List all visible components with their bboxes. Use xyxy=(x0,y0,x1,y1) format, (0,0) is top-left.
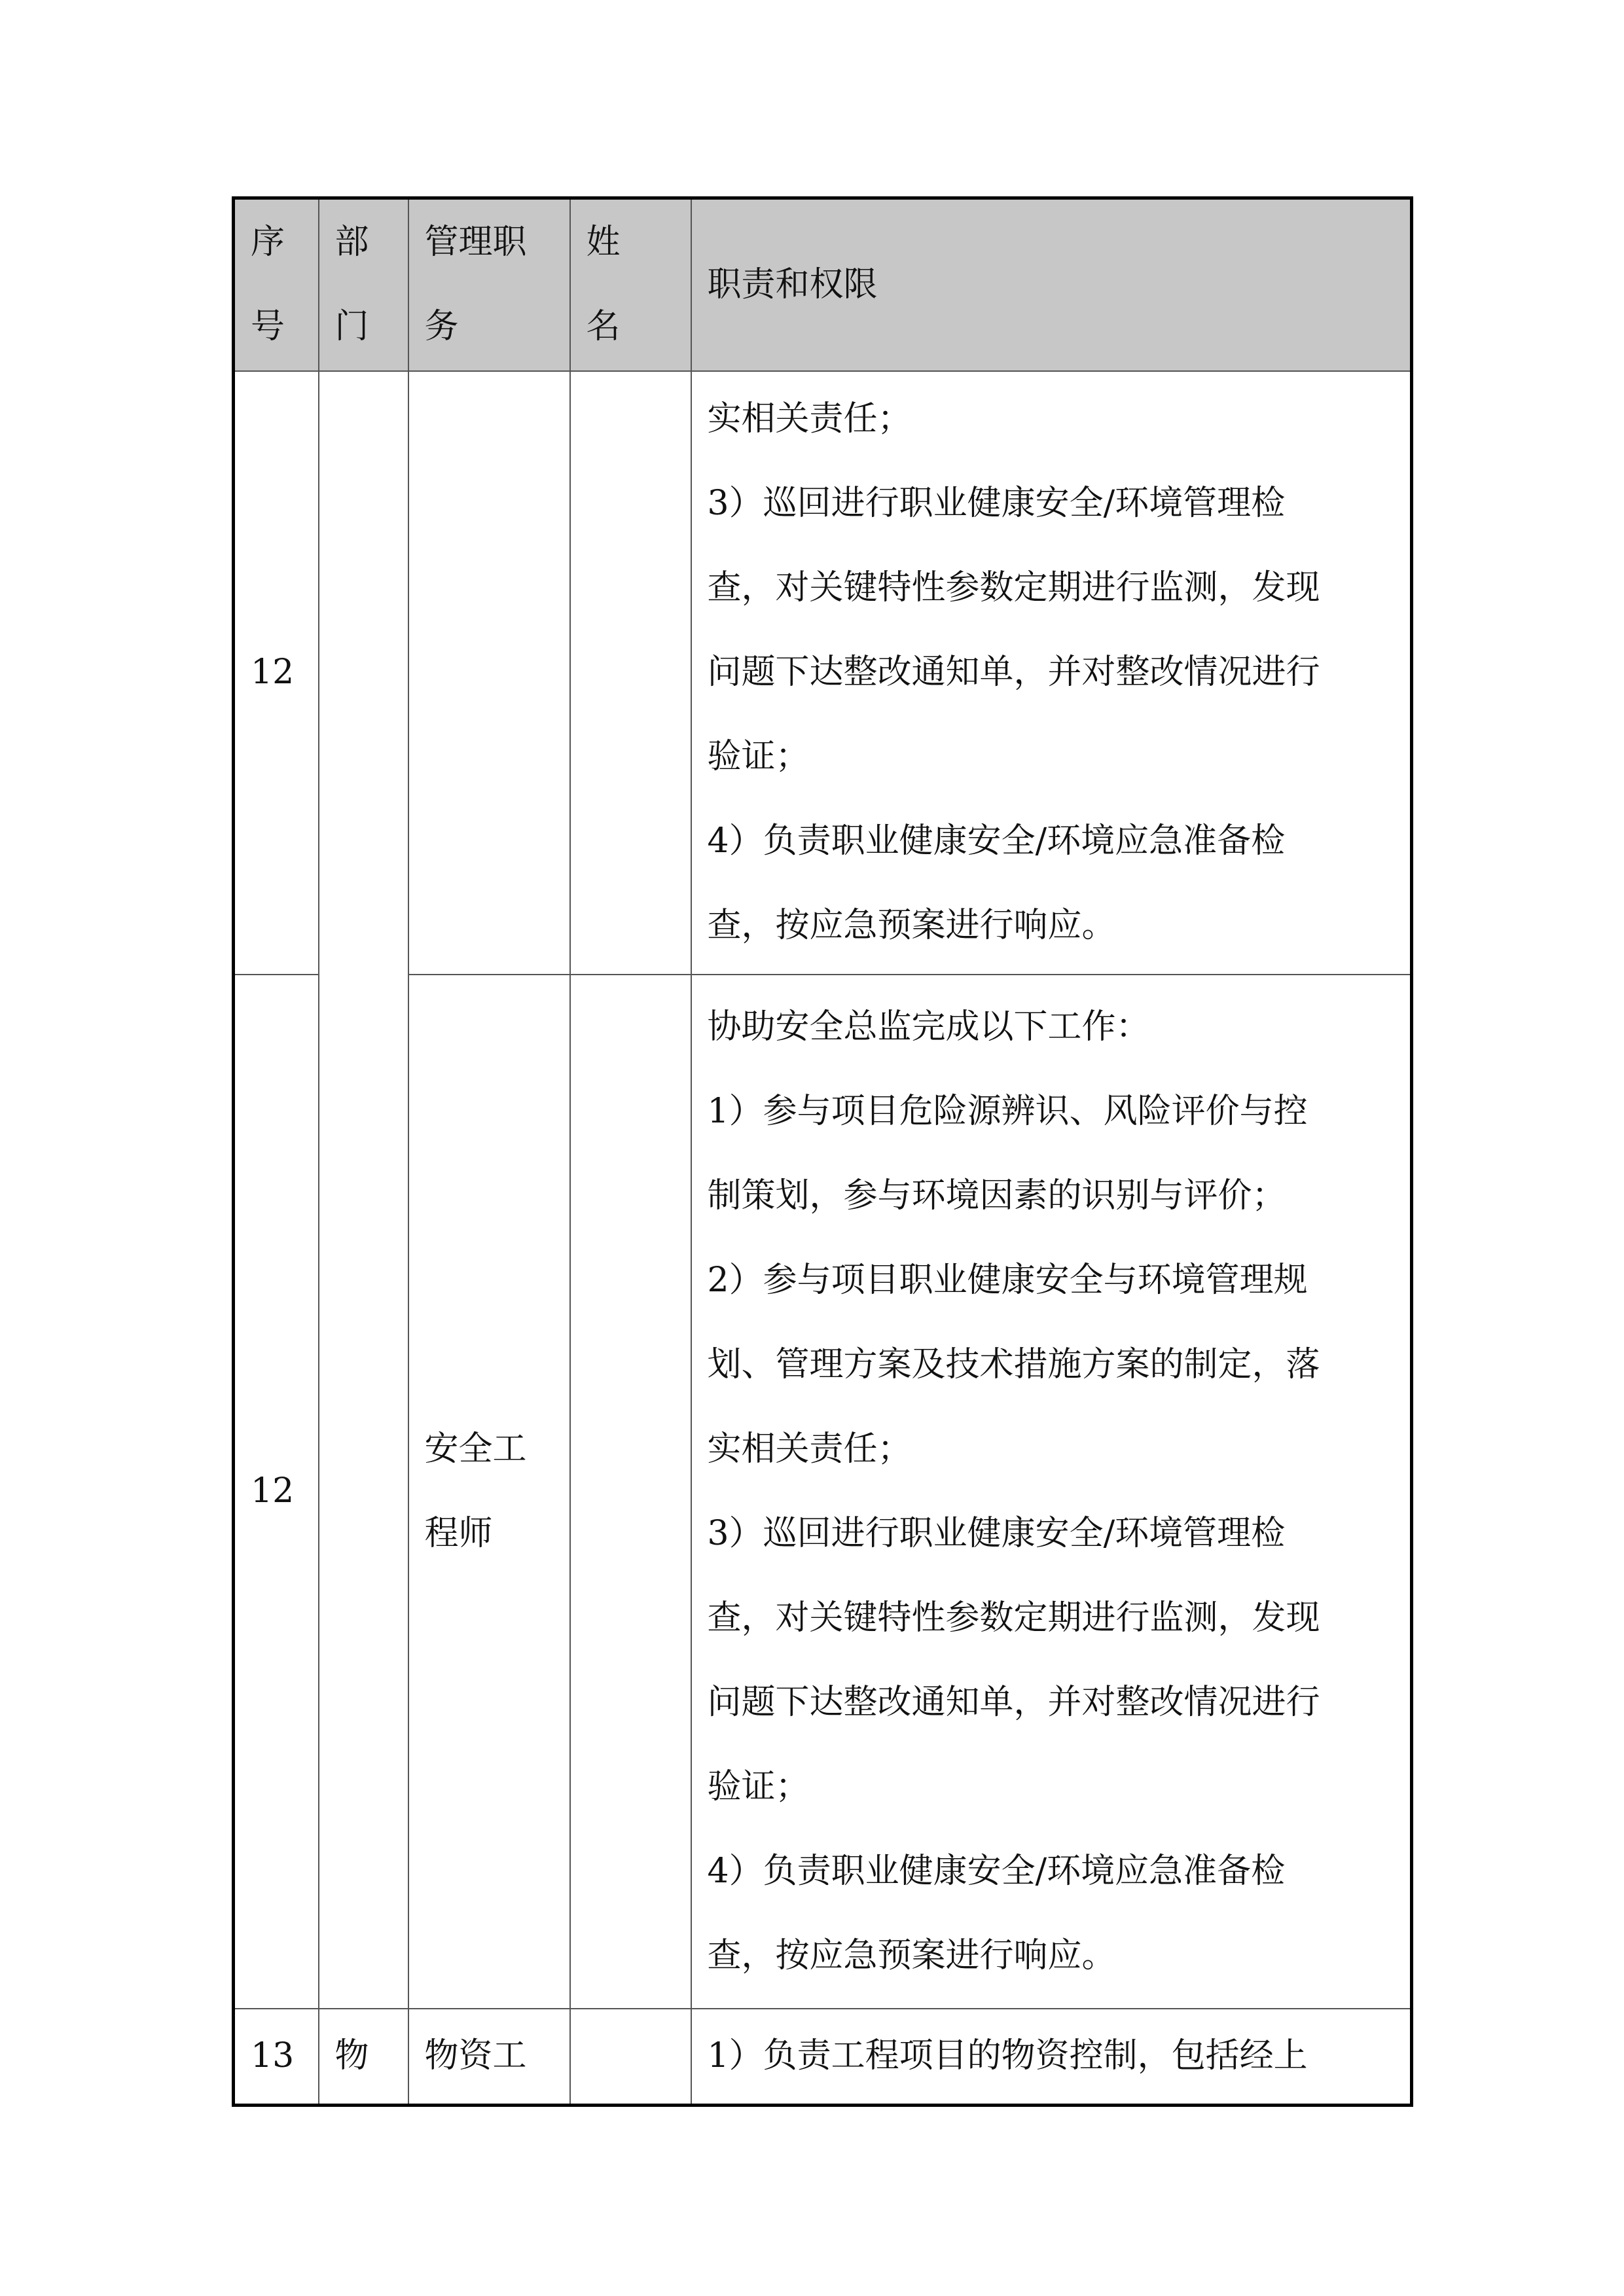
table-header-row xyxy=(234,198,1412,371)
row-dept: 物 xyxy=(319,2009,408,2106)
duties-table xyxy=(232,196,1413,2107)
header-duties: 职责和权限 xyxy=(691,198,1412,371)
row-duties: 实相关责任； 3）巡回进行职业健康安全/环境管理检 查，对关键特性参数定期进行监测，发现 问题下达整改通知单，并对整改情况进行 验证； 4）负责职业健康安全/环境应急准备检 查，按应急预案进行响应。 xyxy=(691,371,1412,975)
row-seq: 12 xyxy=(234,975,319,2009)
row-position xyxy=(408,371,570,975)
table-row xyxy=(234,371,1412,975)
row-seq: 12 xyxy=(234,371,319,975)
header-seq: 序 号 xyxy=(234,198,319,371)
row-position: 物资工 xyxy=(408,2009,570,2106)
header-name: 姓 名 xyxy=(570,198,691,371)
row-dept xyxy=(319,371,408,2009)
header-position: 管理职 务 xyxy=(408,198,570,371)
row-duties: 1）负责工程项目的物资控制，包括经上 xyxy=(691,2009,1412,2106)
header-dept: 部 门 xyxy=(319,198,408,371)
row-name xyxy=(570,371,691,975)
row-duties: 协助安全总监完成以下工作： 1）参与项目危险源辨识、风险评价与控 制策划，参与环境因素的识别与评价； 2）参与项目职业健康安全与环境管理规 划、管理方案及技术措施方案的制定，落 实相关责任； 3）巡回进行职业健康安全/环境管理检 查，对关键特性参数定期进行监测，发现 问题下达整改通知单，并对整改情况进行 验证； 4）负责职业健康安全/环境应急准备检 查，按应急预案进行响应。 xyxy=(691,975,1412,2009)
row-seq: 13 xyxy=(234,2009,319,2106)
row-position: 安全工 程师 xyxy=(408,975,570,2009)
table-row xyxy=(234,975,1412,2009)
row-name xyxy=(570,975,691,2009)
table-row xyxy=(234,2009,1412,2106)
row-name xyxy=(570,2009,691,2106)
